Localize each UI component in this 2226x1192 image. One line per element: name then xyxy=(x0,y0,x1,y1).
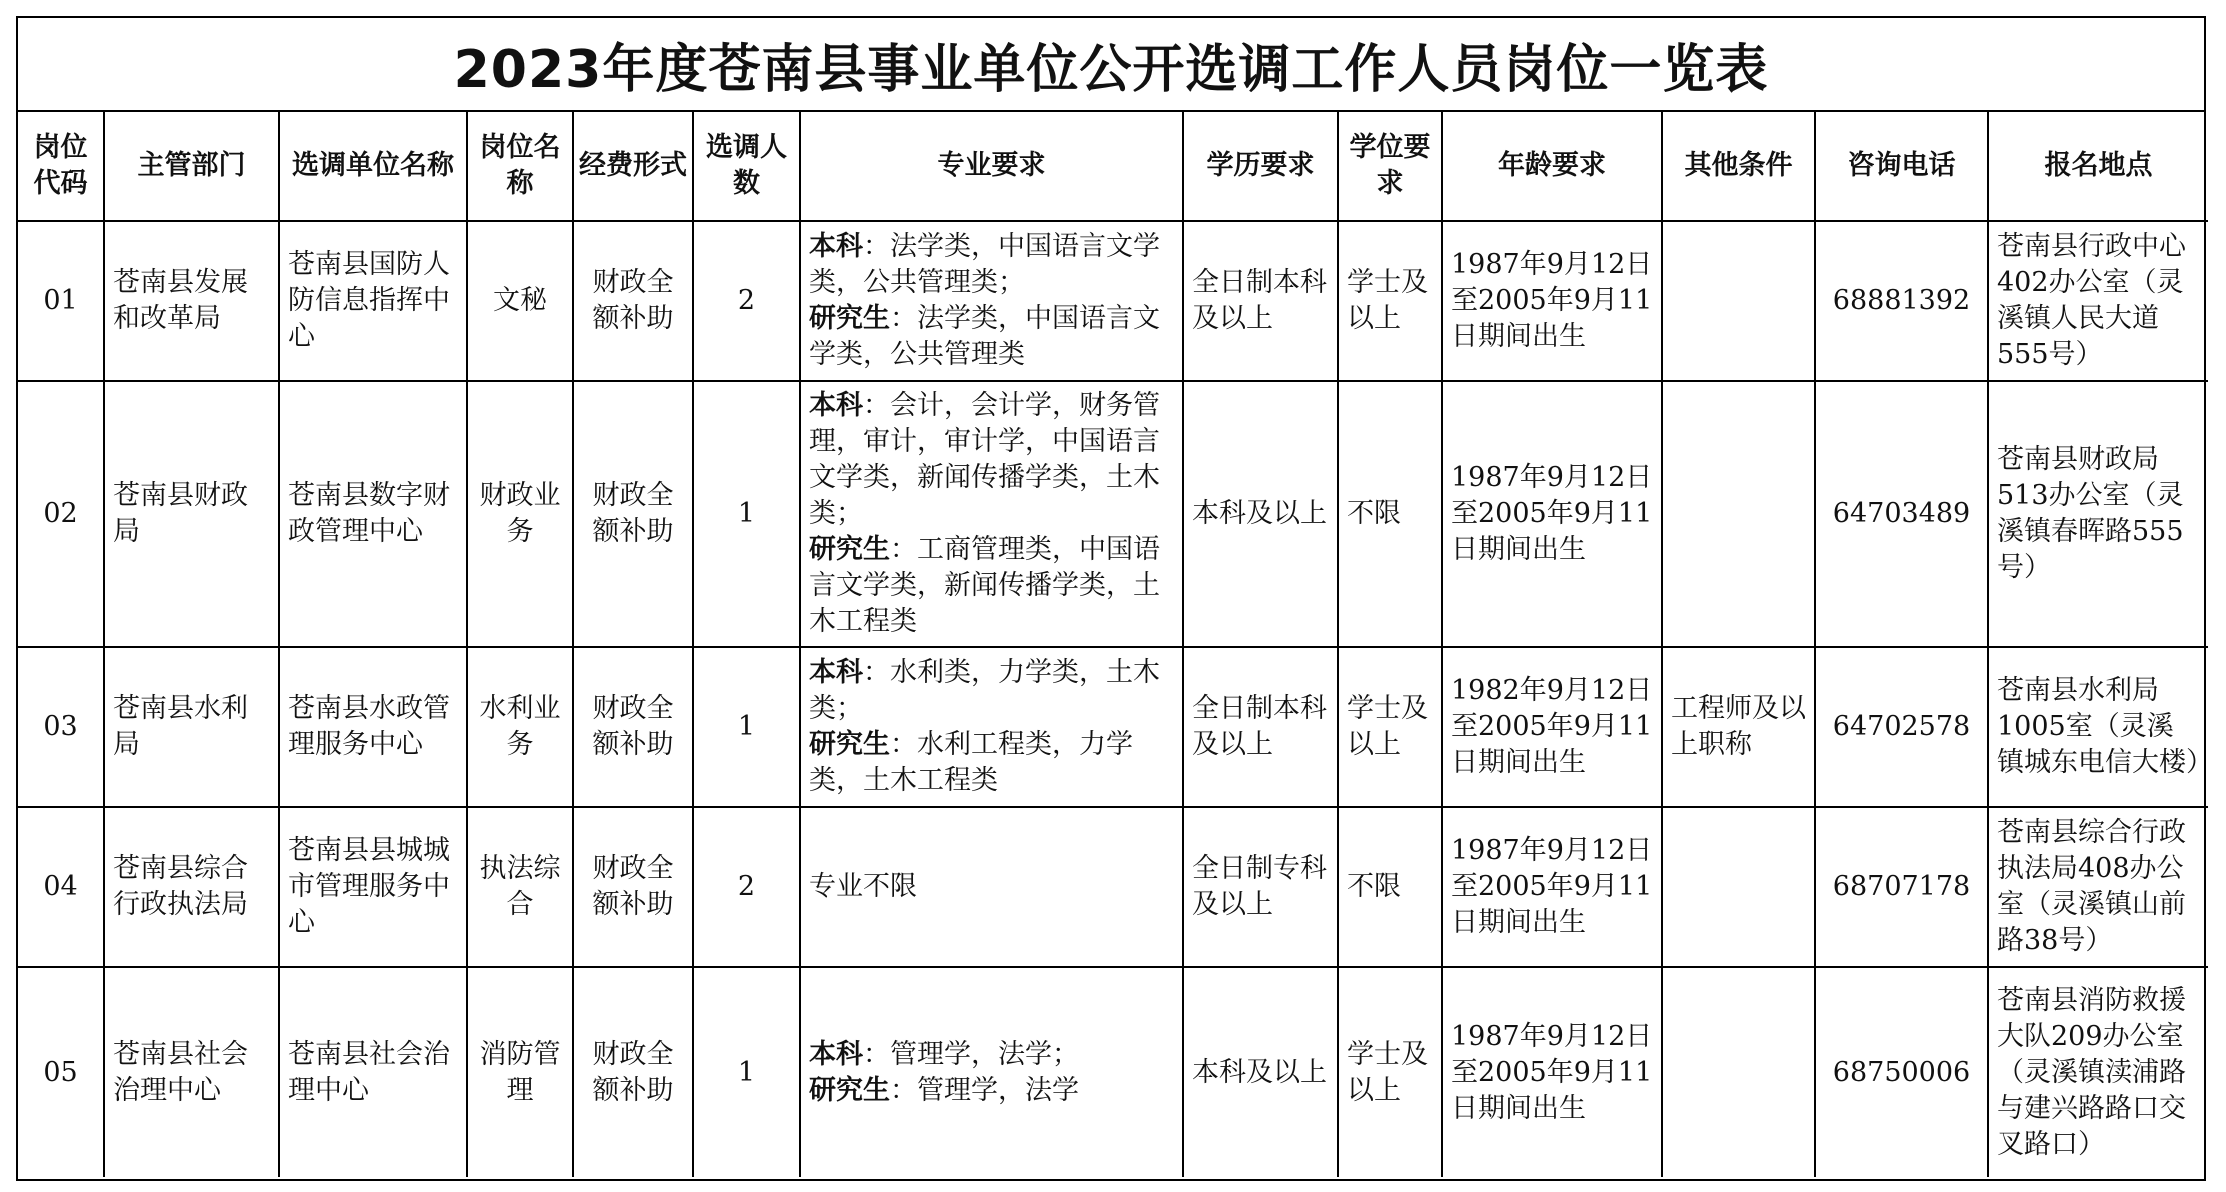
major-label: 本科 xyxy=(809,657,863,688)
funding-cell: 财政全额补助 xyxy=(573,221,693,381)
header-cell: 选调人数 xyxy=(693,112,800,221)
major-cell xyxy=(800,647,1183,807)
major-line xyxy=(809,301,1174,373)
edu-cell: 全日制专科及以上 xyxy=(1183,807,1338,967)
place-cell: 苍南县消防救援大队209办公室（灵溪镇渎浦路与建兴路路口交叉路口） xyxy=(1988,967,2208,1177)
phone-cell: 64703489 xyxy=(1815,381,1988,647)
major-cell xyxy=(800,221,1183,381)
page-title: 2023年度苍南县事业单位公开选调工作人员岗位一览表 xyxy=(18,18,2204,112)
major-line xyxy=(809,655,1174,727)
age-cell: 1982年9月12日至2005年9月11日期间出生 xyxy=(1442,647,1662,807)
post-cell: 消防管理 xyxy=(467,967,573,1177)
edu-cell: 本科及以上 xyxy=(1183,381,1338,647)
degree-cell: 学士及以上 xyxy=(1338,967,1442,1177)
degree-cell: 不限 xyxy=(1338,807,1442,967)
funding-cell: 财政全额补助 xyxy=(573,647,693,807)
other-cell xyxy=(1662,807,1815,967)
age-cell: 1987年9月12日至2005年9月11日期间出生 xyxy=(1442,221,1662,381)
position-table-sheet xyxy=(16,16,2213,1181)
header-cell: 学位要求 xyxy=(1338,112,1442,221)
table-row xyxy=(18,381,2208,647)
header-cell: 岗位名称 xyxy=(467,112,573,221)
code-cell: 05 xyxy=(18,967,104,1177)
age-cell: 1987年9月12日至2005年9月11日期间出生 xyxy=(1442,967,1662,1177)
position-table xyxy=(18,112,2213,1177)
phone-cell: 68750006 xyxy=(1815,967,1988,1177)
place-cell: 苍南县行政中心402办公室（灵溪镇人民大道555号） xyxy=(1988,221,2208,381)
funding-cell: 财政全额补助 xyxy=(573,381,693,647)
other-cell: 工程师及以上职称 xyxy=(1662,647,1815,807)
unit-cell: 苍南县县城城市管理服务中心 xyxy=(279,807,467,967)
phone-cell: 68707178 xyxy=(1815,807,1988,967)
major-text: ：水利类，力学类，土木类； xyxy=(809,657,1160,724)
header-row xyxy=(18,112,2208,221)
count-cell: 1 xyxy=(693,967,800,1177)
major-text: ：管理学，法学； xyxy=(863,1038,1079,1070)
code-cell: 02 xyxy=(18,381,104,647)
other-cell xyxy=(1662,221,1815,381)
unit-cell: 苍南县数字财政管理中心 xyxy=(279,381,467,647)
major-label: 研究生 xyxy=(809,303,890,334)
header-cell: 专业要求 xyxy=(800,112,1183,221)
dept-cell: 苍南县发展和改革局 xyxy=(104,221,279,381)
post-cell: 文秘 xyxy=(467,221,573,381)
major-line xyxy=(809,869,1174,905)
major-line xyxy=(809,532,1174,640)
header-cell: 咨询电话 xyxy=(1815,112,1988,221)
place-cell: 苍南县综合行政执法局408办公室（灵溪镇山前路38号） xyxy=(1988,807,2208,967)
phone-cell: 68881392 xyxy=(1815,221,1988,381)
post-cell: 水利业务 xyxy=(467,647,573,807)
major-label: 本科 xyxy=(809,390,863,421)
place-cell: 苍南县财政局513办公室（灵溪镇春晖路555号） xyxy=(1988,381,2208,647)
major-cell xyxy=(800,967,1183,1177)
header-cell: 报名地点 xyxy=(1988,112,2208,221)
major-text: ：法学类，中国语言文学类，公共管理类； xyxy=(809,231,1160,298)
major-text: ：工商管理类，中国语言文学类，新闻传播学类，土木工程类 xyxy=(809,534,1160,637)
dept-cell: 苍南县财政局 xyxy=(104,381,279,647)
edu-cell: 全日制本科及以上 xyxy=(1183,221,1338,381)
count-cell: 2 xyxy=(693,807,800,967)
code-cell: 01 xyxy=(18,221,104,381)
dept-cell: 苍南县社会治理中心 xyxy=(104,967,279,1177)
table-row xyxy=(18,221,2208,381)
place-cell: 苍南县水利局1005室（灵溪镇城东电信大楼） xyxy=(1988,647,2208,807)
table-row xyxy=(18,647,2208,807)
major-line xyxy=(809,727,1174,799)
dept-cell: 苍南县综合行政执法局 xyxy=(104,807,279,967)
phone-cell: 64702578 xyxy=(1815,647,1988,807)
major-text: 专业不限 xyxy=(809,871,917,902)
table-row xyxy=(18,967,2208,1177)
major-cell xyxy=(800,807,1183,967)
degree-cell: 学士及以上 xyxy=(1338,647,1442,807)
age-cell: 1987年9月12日至2005年9月11日期间出生 xyxy=(1442,381,1662,647)
age-cell: 1987年9月12日至2005年9月11日期间出生 xyxy=(1442,807,1662,967)
major-cell xyxy=(800,381,1183,647)
header-cell: 主管部门 xyxy=(104,112,279,221)
degree-cell: 学士及以上 xyxy=(1338,221,1442,381)
degree-cell: 不限 xyxy=(1338,381,1442,647)
unit-cell: 苍南县国防人防信息指挥中心 xyxy=(279,221,467,381)
major-line xyxy=(809,1037,1174,1073)
major-line xyxy=(809,229,1174,301)
count-cell: 1 xyxy=(693,381,800,647)
unit-cell: 苍南县水政管理服务中心 xyxy=(279,647,467,807)
code-cell: 04 xyxy=(18,807,104,967)
unit-cell: 苍南县社会治理中心 xyxy=(279,967,467,1177)
other-cell xyxy=(1662,967,1815,1177)
header-cell: 经费形式 xyxy=(573,112,693,221)
major-label: 研究生 xyxy=(809,729,890,760)
dept-cell: 苍南县水利局 xyxy=(104,647,279,807)
count-cell: 1 xyxy=(693,647,800,807)
edu-cell: 全日制本科及以上 xyxy=(1183,647,1338,807)
other-cell xyxy=(1662,381,1815,647)
major-label: 研究生 xyxy=(809,534,890,565)
header-cell: 选调单位名称 xyxy=(279,112,467,221)
table-row xyxy=(18,807,2208,967)
major-text: ：管理学，法学 xyxy=(890,1074,1079,1106)
major-label: 本科 xyxy=(809,231,863,262)
count-cell: 2 xyxy=(693,221,800,381)
post-cell: 财政业务 xyxy=(467,381,573,647)
major-label: 本科 xyxy=(809,1038,863,1070)
post-cell: 执法综合 xyxy=(467,807,573,967)
major-text: ：水利工程类，力学类，土木工程类 xyxy=(809,729,1133,796)
header-cell: 学历要求 xyxy=(1183,112,1338,221)
header-cell: 年龄要求 xyxy=(1442,112,1662,221)
major-line xyxy=(809,1073,1174,1109)
major-label: 研究生 xyxy=(809,1074,890,1106)
header-cell: 其他条件 xyxy=(1662,112,1815,221)
edu-cell: 本科及以上 xyxy=(1183,967,1338,1177)
funding-cell: 财政全额补助 xyxy=(573,807,693,967)
funding-cell: 财政全额补助 xyxy=(573,967,693,1177)
major-text: ：法学类，中国语言文学类，公共管理类 xyxy=(809,303,1160,370)
major-text: ：会计，会计学，财务管理，审计，审计学，中国语言文学类，新闻传播学类，土木类； xyxy=(809,390,1160,529)
header-cell: 岗位代码 xyxy=(18,112,104,221)
major-line xyxy=(809,388,1174,532)
code-cell: 03 xyxy=(18,647,104,807)
